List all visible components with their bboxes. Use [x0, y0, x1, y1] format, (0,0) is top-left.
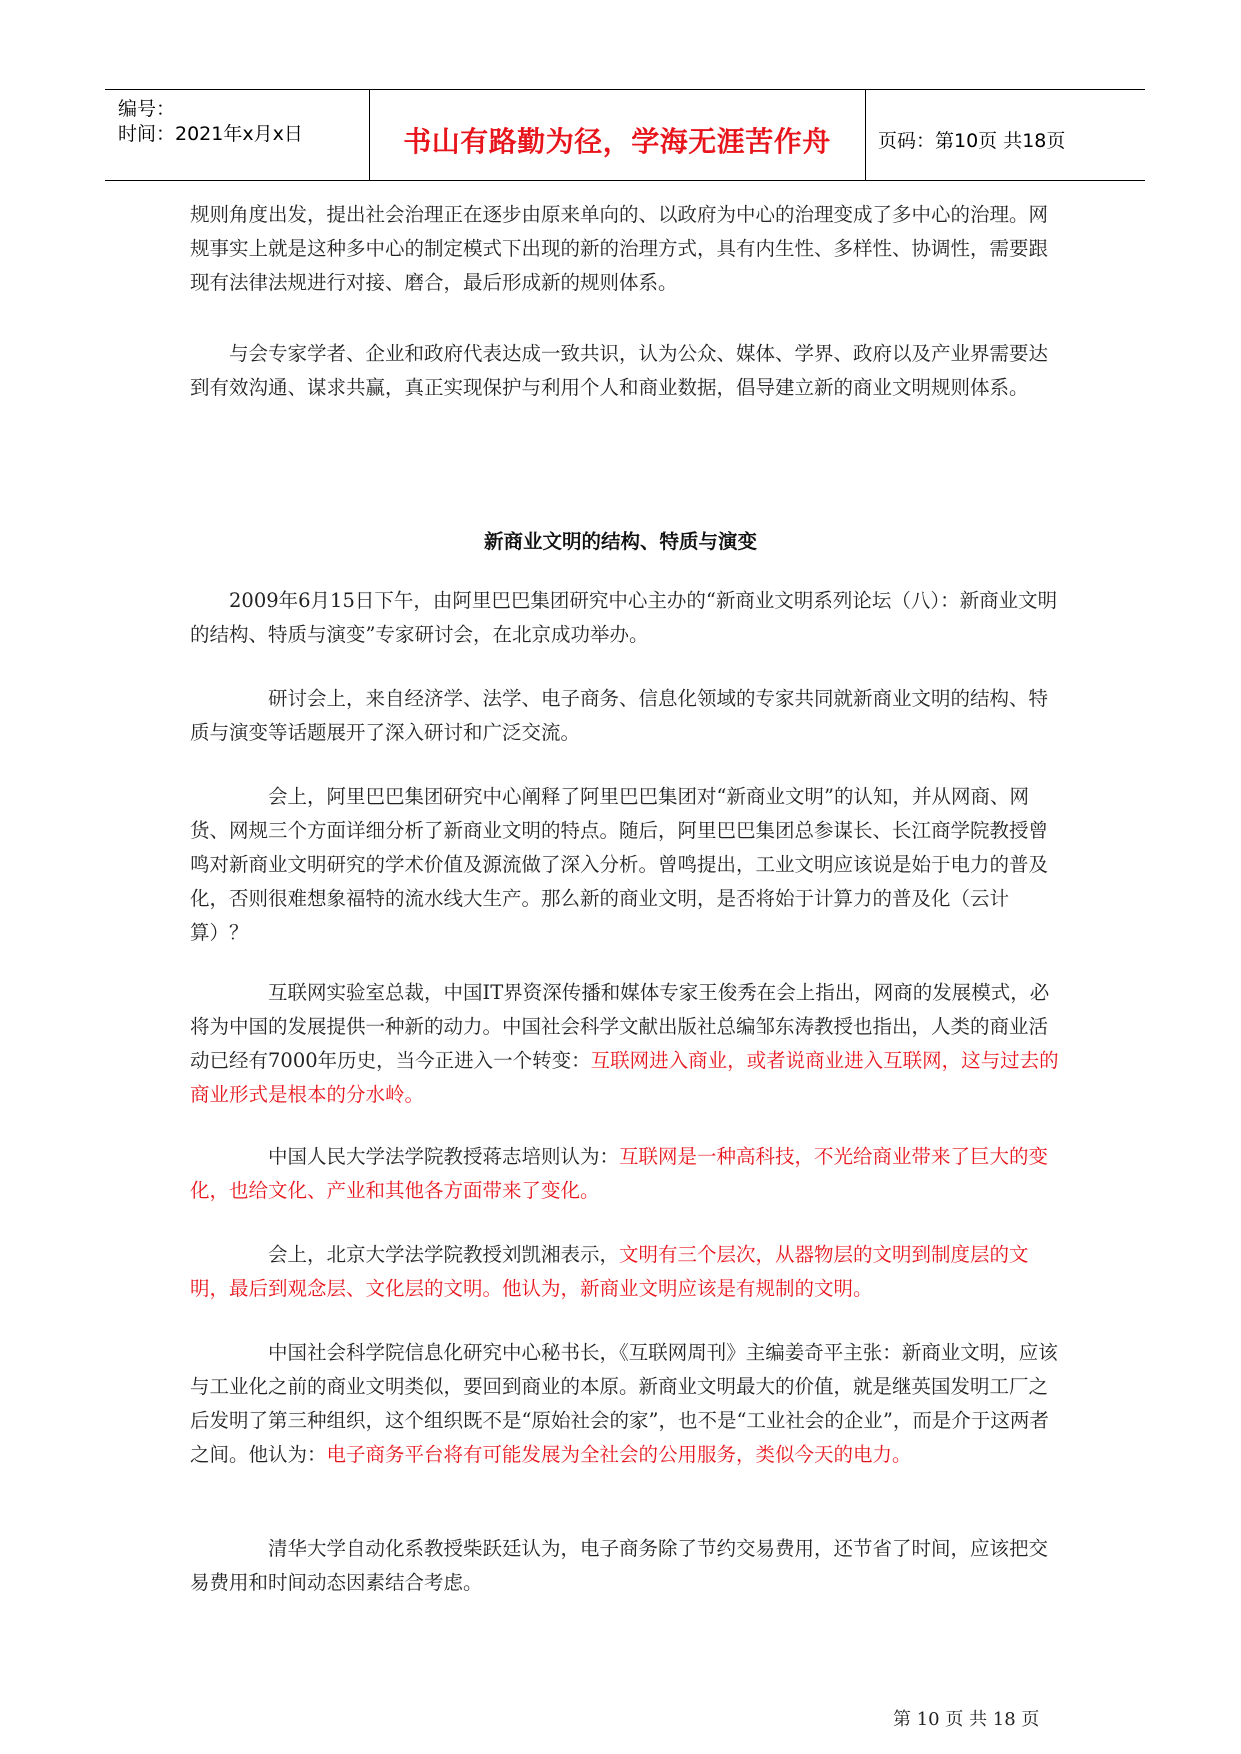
- paragraph-7: [190, 1140, 1062, 1208]
- paragraph-text: 会上，阿里巴巴集团研究中心阐释了阿里巴巴集团对“新商业文明”的认知，并从网商、网货、网规三个方面详细分析了新商业文明的特点。随后，阿里巴巴集团总参谋长、长江商学院教授曾鸣对新商业文明研究的学术价值及源流做了深入分析。曾鸣提出，工业文明应该说是始于电力的普及化，否则很难想象福特的流水线大生产。那么新的商业文明，是否将始于计算力的普及化（云计算）？: [190, 785, 1049, 944]
- paragraph-text: [190, 1238, 1062, 1306]
- document-time-label: 时间：2021年x月x日: [118, 123, 303, 145]
- paragraph-text-plain: 中国人民大学法学院教授蒋志培则认为：: [268, 1145, 620, 1168]
- document-number-label: 编号：: [118, 98, 176, 120]
- paragraph-1: [190, 198, 1062, 300]
- paragraph-5: [190, 780, 1062, 950]
- paragraph-2: [190, 337, 1062, 405]
- paragraph-text: 研讨会上，来自经济学、法学、电子商务、信息化领域的专家共同就新商业文明的结构、特质与演变等话题展开了深入研讨和广泛交流。: [190, 687, 1049, 744]
- paragraph-text: 规则角度出发，提出社会治理正在逐步由原来单向的、以政府为中心的治理变成了多中心的治理。网规事实上就是这种多中心的制定模式下出现的新的治理方式，具有内生性、多样性、协调性，需要跟现有法律法规进行对接、磨合，最后形成新的规则体系。: [190, 203, 1049, 294]
- paragraph-8: [190, 1238, 1062, 1306]
- section-title: 新商业文明的结构、特质与演变: [483, 530, 757, 553]
- page-footer: 第 10 页 共 18 页: [893, 1709, 1040, 1730]
- paragraph-text: [190, 1336, 1062, 1472]
- paragraph-9: [190, 1336, 1062, 1472]
- paragraph-4: [190, 682, 1062, 750]
- paragraph-text: 2009年6月15日下午，由阿里巴巴集团研究中心主办的“新商业文明系列论坛（八）：新商业文明的结构、特质与演变”专家研讨会，在北京成功举办。: [190, 589, 1058, 646]
- paragraph-text: 清华大学自动化系教授柴跃廷认为，电子商务除了节约交易费用，还节省了时间，应该把交易费用和时间动态因素结合考虑。: [190, 1537, 1049, 1594]
- header-middle-cell: [369, 90, 866, 180]
- paragraph-text: [190, 1140, 1062, 1208]
- highlighted-quote: 互联网是一种高科技，不光给商业带来了巨大的变化，也给文化、产业和其他各方面带来了变化。: [190, 1145, 1049, 1202]
- highlighted-quote: 互联网进入商业，或者说商业进入互联网，这与过去的商业形式是根本的分水岭。: [190, 1049, 1059, 1106]
- paragraph-6: [190, 976, 1062, 1112]
- paragraph-10: [190, 1532, 1062, 1600]
- paragraph-text-plain: 互联网实验室总裁，中国IT界资深传播和媒体专家王俊秀在会上指出，网商的发展模式，必将为中国的发展提供一种新的动力。中国社会科学文献出版社总编邹东涛教授也指出，人类的商业活动已经有7000年历史，当今正进入一个转变：: [190, 981, 1050, 1072]
- paragraph-text-plain: 中国社会科学院信息化研究中心秘书长，《互联网周刊》主编姜奇平主张：新商业文明，应该与工业化之前的商业文明类似，要回到商业的本原。新商业文明最大的价值，就是继英国发明工厂之后发明了第三种组织，这个组织既不是“原始社会的家”，也不是“工业社会的企业”，而是介于这两者之间。他认为：: [190, 1341, 1058, 1466]
- paragraph-3: [190, 584, 1062, 652]
- page-header: [105, 89, 1145, 181]
- highlighted-quote: 文明有三个层次，从器物层的文明到制度层的文明，最后到观念层、文化层的文明。他认为，新商业文明应该是有规制的文明。: [190, 1243, 1029, 1300]
- header-motto: 书山有路勤为径，学海无涯苦作舟: [403, 125, 831, 158]
- paragraph-text: 与会专家学者、企业和政府代表达成一致共识，认为公众、媒体、学界、政府以及产业界需要达到有效沟通、谋求共赢，真正实现保护与利用个人和商业数据，倡导建立新的商业文明规则体系。: [190, 342, 1049, 399]
- paragraph-text-plain: 会上，北京大学法学院教授刘凯湘表示，: [268, 1243, 620, 1266]
- header-page-code: 页码：第10页 共18页: [878, 130, 1066, 152]
- header-left-cell: [105, 90, 370, 180]
- paragraph-text: [190, 976, 1062, 1112]
- header-right-cell: [865, 90, 1145, 180]
- highlighted-quote: 电子商务平台将有可能发展为全社会的公用服务，类似今天的电力。: [326, 1443, 912, 1466]
